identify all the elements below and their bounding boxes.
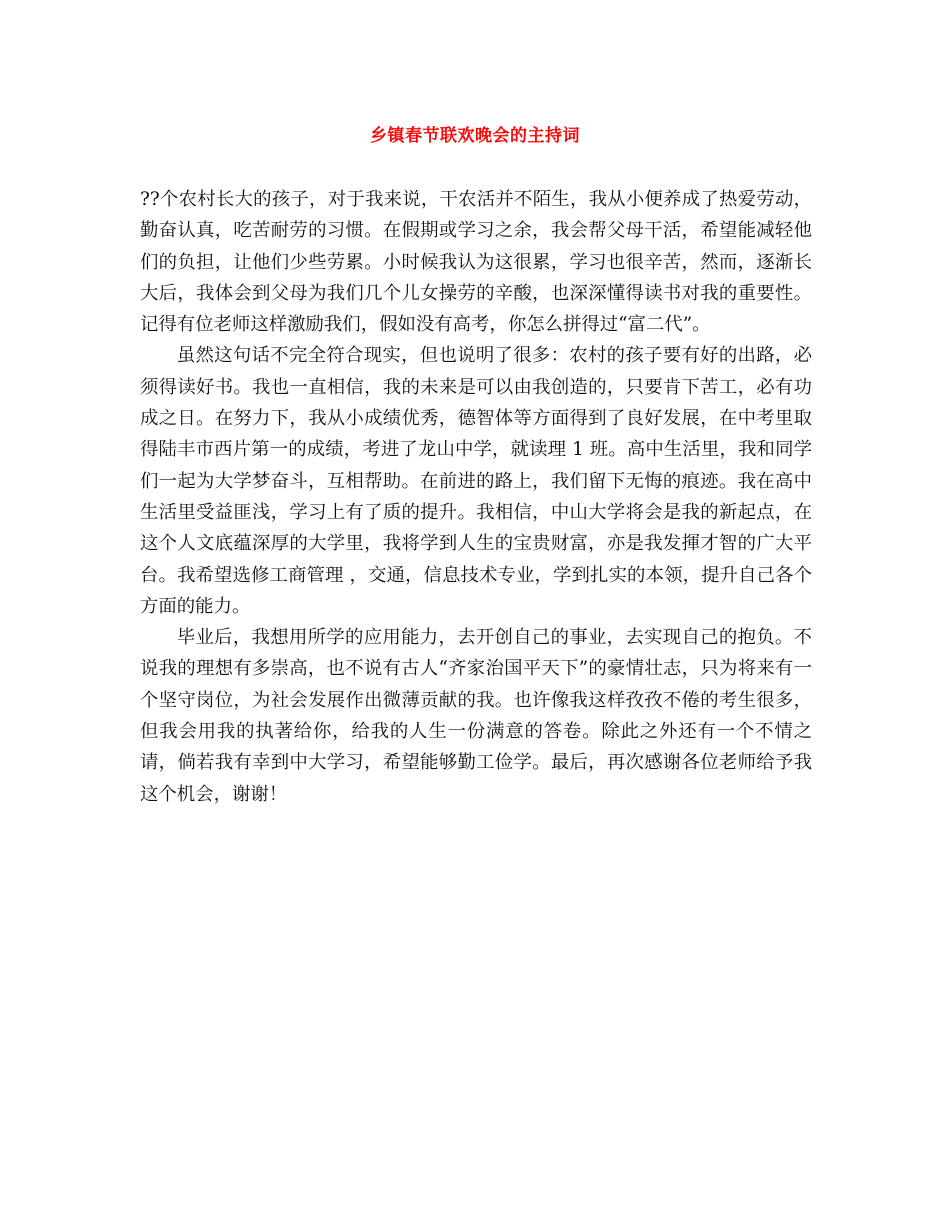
document-title: 乡镇春节联欢晚会的主持词 [370,126,580,146]
document-body [140,184,812,810]
paragraph-3: 毕业后，我想用所学的应用能力，去开创自己的事业，去实现自己的抱负。不说我的理想有多崇高，也不说有古人“齐家治国平天下”的豪情壮志，只为将来有一个坚守岗位，为社会发展作出微薄贡献的我。也许像我这样孜孜不倦的考生很多，但我会用我的执著给你，给我的人生一份满意的答卷。除此之外还有一个不情之请，倘若我有幸到中大学习，希望能够勤工俭学。最后，再次感谢各位老师给予我这个机会，谢谢！ [140,627,812,805]
paragraph-2: 虽然这句话不完全符合现实，但也说明了很多：农村的孩子要有好的出路，必须得读好书。我也一直相信，我的未来是可以由我创造的，只要肯下苦工，必有功成之日。在努力下，我从小成绩优秀，德智体等方面得到了良好发展，在中考里取得陆丰市西片第一的成绩，考进了龙山中学，就读理 1 班。高中生活里，我和同学们一起为大学梦奋斗，互相帮助。在前进的路上，我们留下无悔的痕迹。我在高中生活里受益匪浅，学习上有了质的提升。我相信，中山大学将会是我的新起点，在这个人文底蕴深厚的大学里，我将学到人生的宝贵财富，亦是我发揮才智的广大平台。我希望选修工商管理 ，交通，信息技术专业，学到扎实的本领，提升自己各个方面的能力。 [140,345,812,617]
paragraph-1: ??个农村长大的孩子，对于我来说，干农活并不陌生，我从小便养成了热爱劳动，勤奋认真，吃苦耐劳的习惯。在假期或学习之余，我会帮父母干活，希望能减轻他们的负担，让他们少些劳累。小时候我认为这很累，学习也很辛苦，然而，逐渐长大后，我体会到父母为我们几个儿女操劳的辛酸，也深深懂得读书对我的重要性。记得有位老师这样激励我们，假如没有高考，你怎么拼得过“富二代”。 [140,189,812,336]
